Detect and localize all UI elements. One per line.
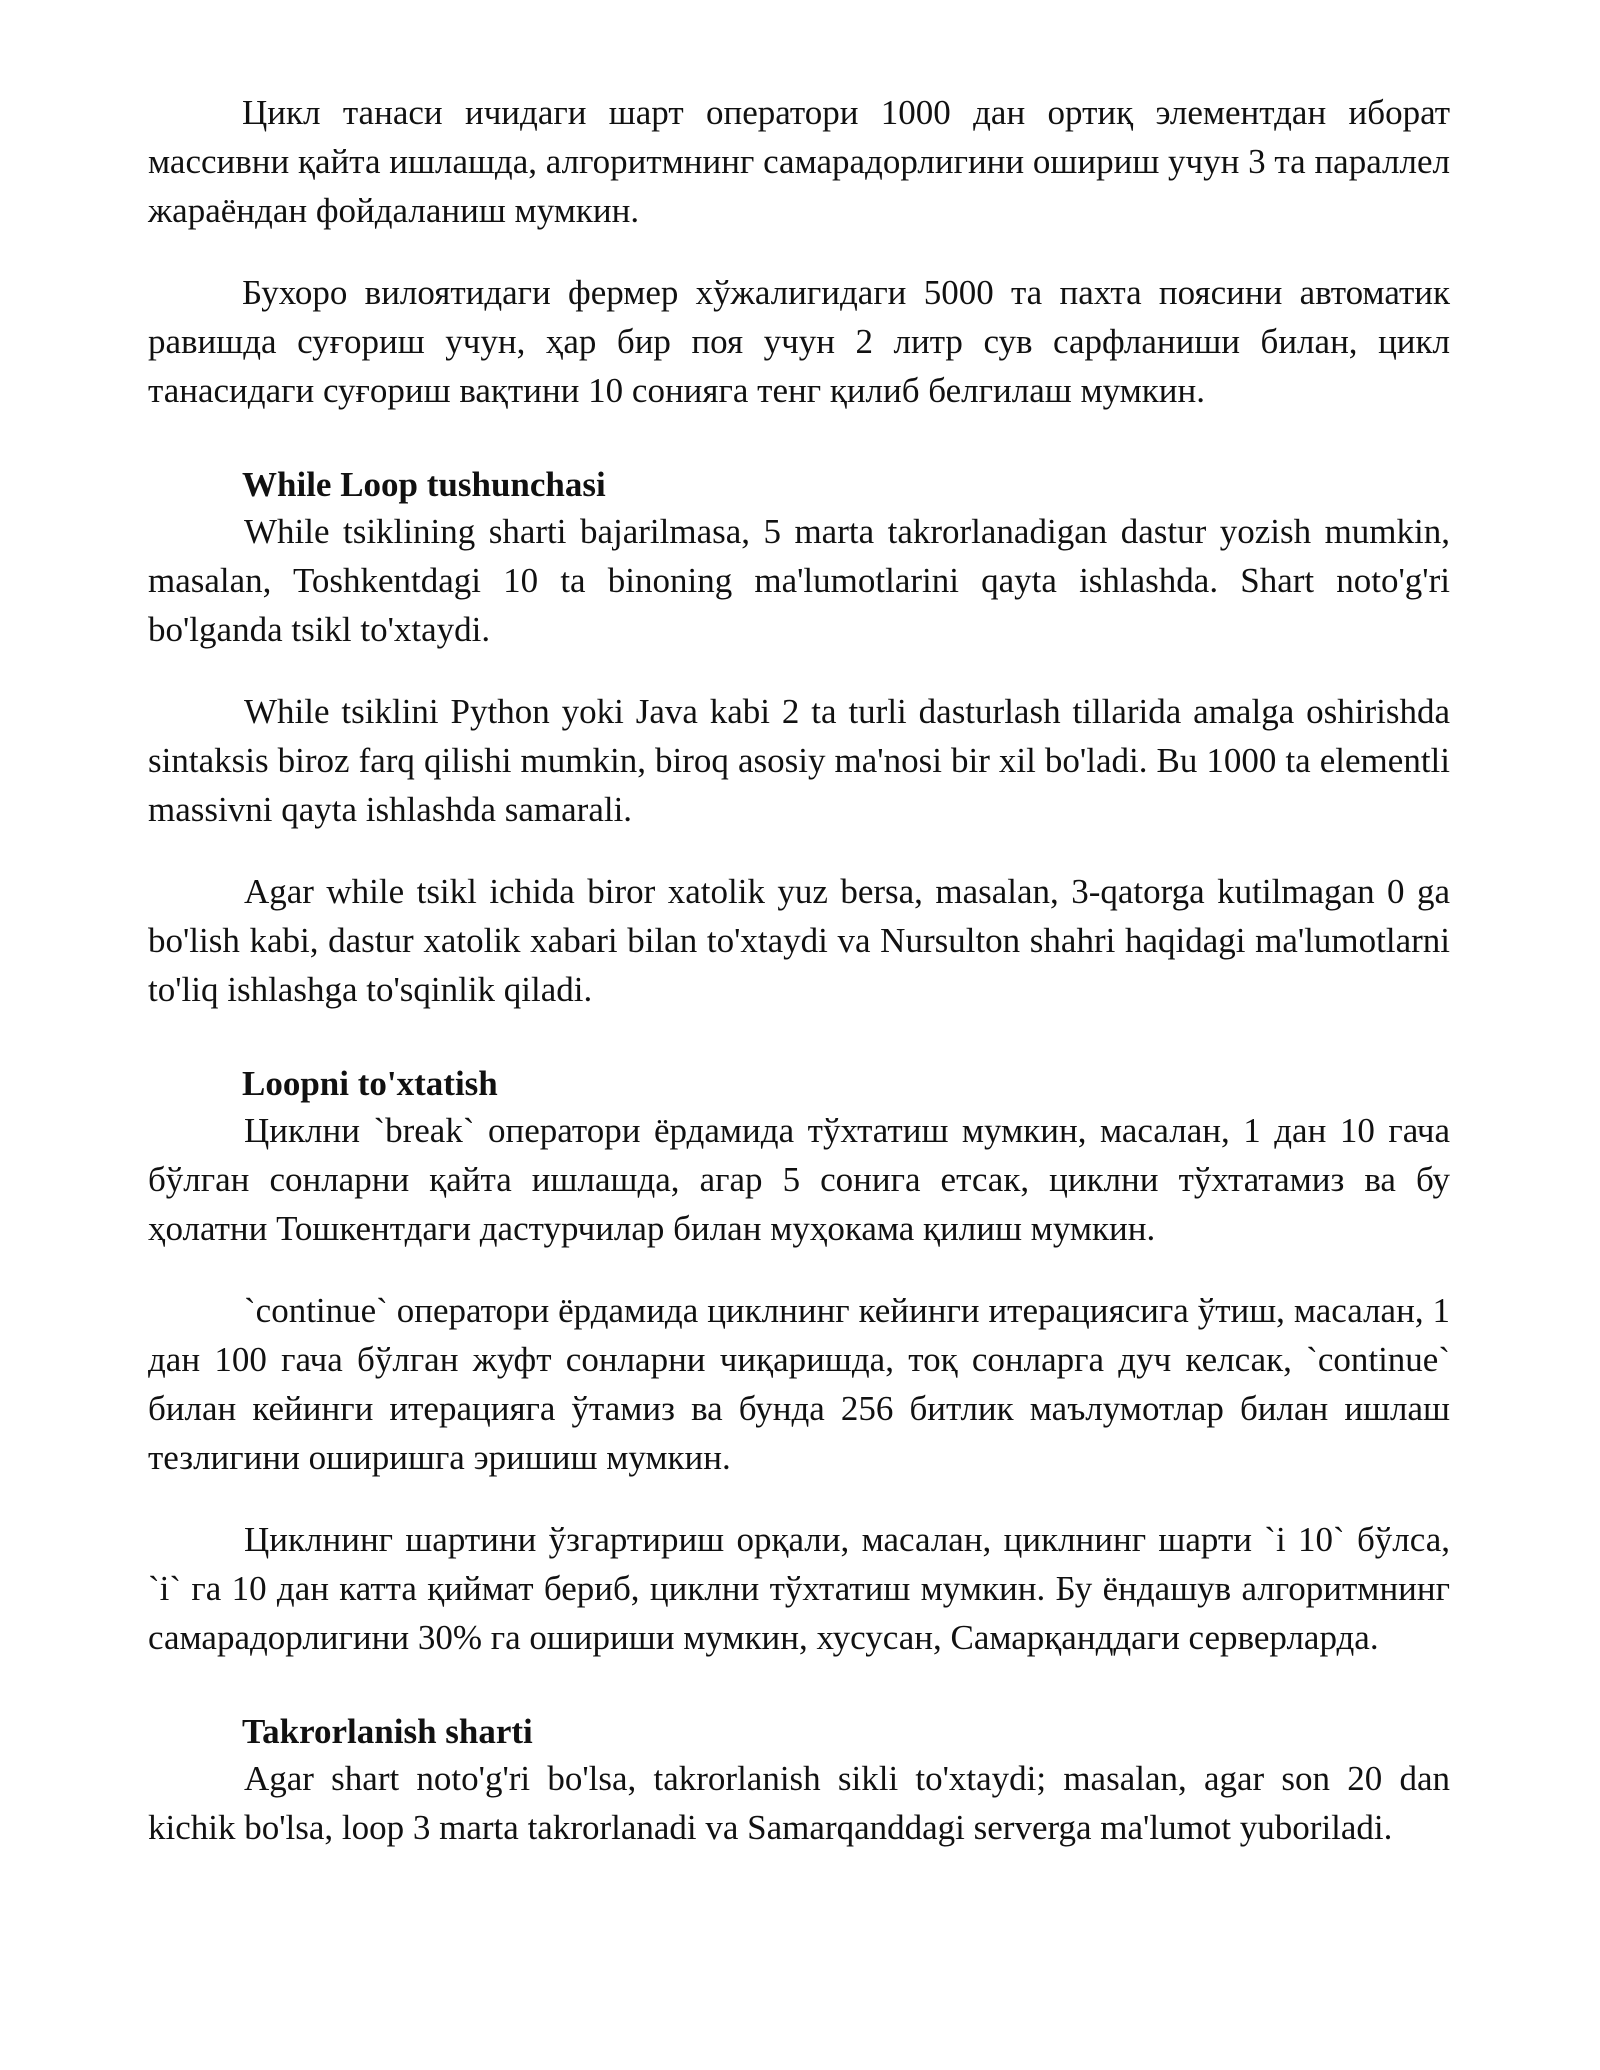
paragraph: Цикл танаси ичидаги шарт оператори 1000 дан ортиқ элементдан иборат массивни қайта ишлашда, алгоритмнинг самарадорлигини ошириш учун 3 та параллел жараёндан фойдаланиш мумкин. [148,93,1450,230]
paragraph: Циклнинг шартини ўзгартириш орқали, масалан, циклнинг шарти `i 10` бўлса, `i` га 10 дан катта қиймат бериб, циклни тўхтатиш мумкин. Бу ёндашув алгоритмнинг самарадорлигини 30% га ошириши мумкин, хусусан, Самарқанддаги серверларда. [148,1520,1450,1657]
section-heading: Loopni to'xtatish [242,1064,498,1103]
paragraph: `continue` оператори ёрдамида циклнинг кейинги итерациясига ўтиш, масалан, 1 дан 100 гача бўлган жуфт сонларни чиқаришда, тоқ сонларга дуч келсак, `continue` билан кейинги итерацияга ўтамиз ва бунда 256 битлик маълумотлар билан ишлаш тезлигини оширишга эришиш мумкин. [148,1291,1450,1477]
paragraph: Agar shart noto'g'ri bo'lsa, takrorlanish sikli to'xtaydi; masalan, agar son 20 dan kichik bo'lsa, loop 3 marta takrorlanadi va Samarqanddagi serverga ma'lumot yuboriladi. [148,1759,1450,1847]
section-heading: While Loop tushunchasi [242,465,606,504]
paragraph: Бухоро вилоятидаги фермер хўжалигидаги 5000 та пахта поясини автоматик равишда суғориш учун, ҳар бир поя учун 2 литр сув сарфланиши билан, цикл танасидаги суғориш вақтини 10 сонияга тенг қилиб белгилаш мумкин. [148,273,1450,410]
paragraph: Agar while tsikl ichida biror xatolik yuz bersa, masalan, 3-qatorga kutilmagan 0 ga bo'lish kabi, dastur xatolik xabari bilan to'xtaydi va Nursulton shahri haqidagi ma'lumotlarni to'liq ishlashga to'sqinlik qiladi. [148,872,1450,1009]
section-heading: Takrorlanish sharti [242,1712,533,1751]
document-page [148,88,1450,1885]
paragraph: Циклни `break` оператори ёрдамида тўхтатиш мумкин, масалан, 1 дан 10 гача бўлган сонларни қайта ишлашда, агар 5 сонига етсак, циклни тўхтатамиз ва бу ҳолатни Тошкентдаги дастурчилар билан муҳокама қилиш мумкин. [148,1111,1450,1248]
paragraph: While tsiklining sharti bajarilmasa, 5 marta takrorlanadigan dastur yozish mumkin, masalan, Toshkentdagi 10 ta binoning ma'lumotlarini qayta ishlashda. Shart noto'g'ri bo'lganda tsikl to'xtaydi. [148,512,1450,649]
paragraph: While tsiklini Python yoki Java kabi 2 ta turli dasturlash tillarida amalga oshirishda sintaksis biroz farq qilishi mumkin, biroq asosiy ma'nosi bir xil bo'ladi. Bu 1000 ta elementli massivni qayta ishlashda samarali. [148,692,1450,829]
